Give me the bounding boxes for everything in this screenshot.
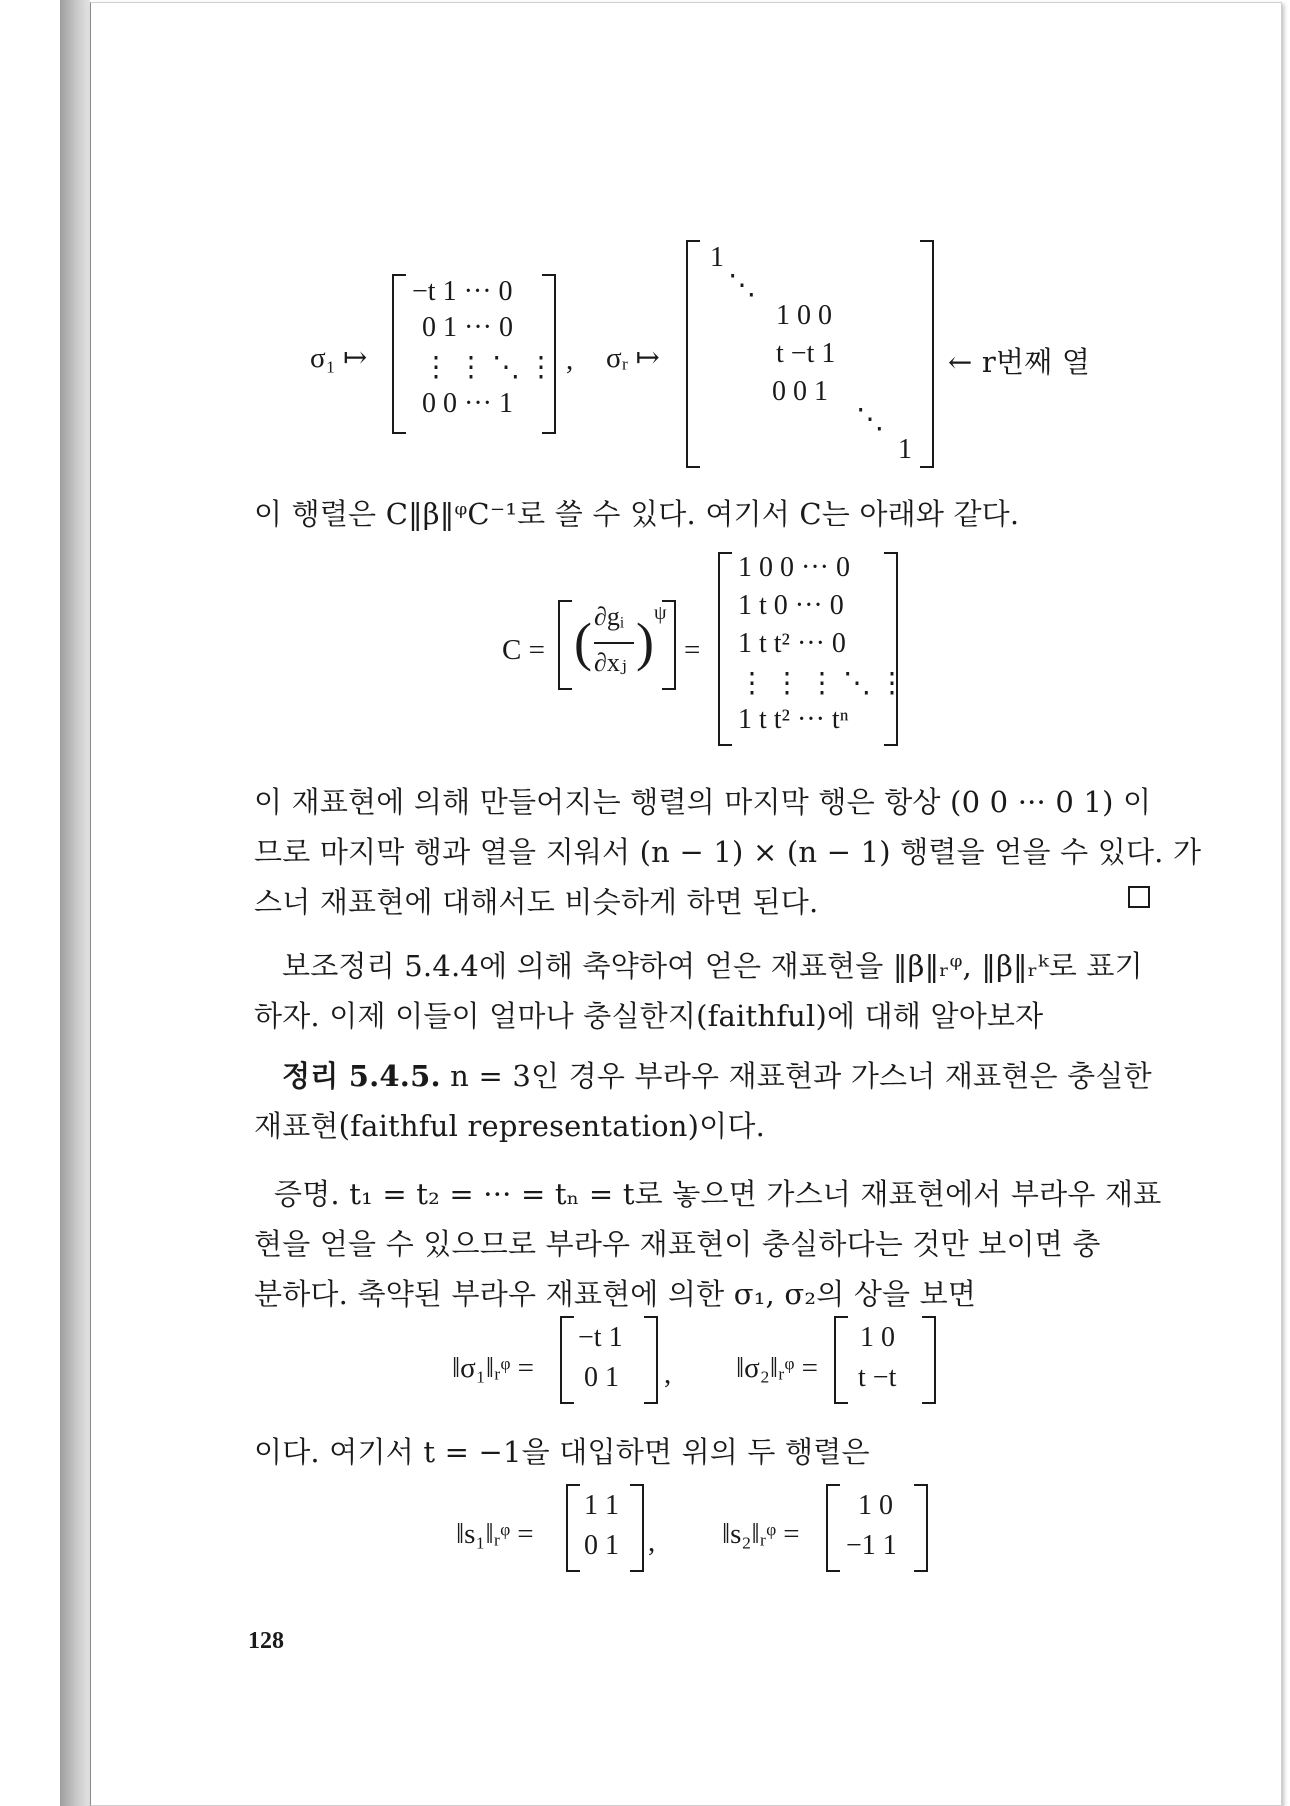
eq3-lhs2: ‖σ₂‖ᵣᵠ =: [736, 1352, 818, 1384]
page-number: 128: [248, 1628, 284, 1654]
eq2-lhs: C =: [502, 634, 545, 666]
matrix-row: −t 1: [578, 1322, 623, 1353]
eq4-lhs1: ‖s₁‖ᵣᵠ =: [456, 1518, 534, 1550]
eq2-matrix: [718, 552, 906, 746]
matrix-row: 1 t t² ··· 0: [738, 628, 846, 659]
text-line: 이 행렬은 C‖β‖ᵠC⁻¹로 쓸 수 있다. 여기서 C는 아래와 같다.: [254, 497, 1020, 531]
frac-denominator: ∂xⱼ: [594, 648, 627, 677]
matrix-entry: t −t 1: [776, 338, 836, 369]
eq1-comma: ,: [566, 344, 574, 376]
matrix-row: 0 1: [584, 1530, 619, 1561]
theorem-line: [282, 1054, 1152, 1095]
sigma1-matrix: [392, 274, 556, 434]
frac-numerator: ∂gᵢ: [594, 602, 625, 631]
text-line: 보조정리 5.4.4에 의해 축약하여 얻은 재표현을 ‖β‖ᵣᵠ, ‖β‖ᵣᵏ로 표기: [282, 949, 1143, 983]
matrix-row: t −t: [858, 1362, 897, 1393]
matrix-row: ⋮ ⋮ ⋮ ⋱ ⋮: [738, 668, 906, 699]
text-line: 하자. 이제 이들이 얼마나 충실한지(faithful)에 대해 알아보자: [254, 999, 1044, 1033]
superscript-psi: ψ: [654, 602, 667, 624]
matrix-row: 1 0 0 ··· 0: [738, 552, 850, 583]
eq2-bracket: ( ∂gᵢ ∂xⱼ ) ψ: [558, 600, 676, 690]
matrix-row: −1 1: [846, 1530, 897, 1561]
matrix-row: 0 1 ··· 0: [422, 312, 513, 343]
matrix-row: −t 1 ··· 0: [412, 276, 513, 307]
matrix-row: 1 1: [584, 1490, 619, 1521]
matrix-row: 1 0: [858, 1490, 893, 1521]
text-line: 이 재표현에 의해 만들어지는 행렬의 마지막 행은 항상 (0 0 ··· 0 1) 이: [254, 785, 1152, 819]
eq3-comma: ,: [664, 1358, 672, 1390]
sigmar-lhs: σᵣ ↦: [606, 342, 660, 374]
text-line: 이다. 여기서 t = −1을 대입하면 위의 두 행렬은: [254, 1435, 870, 1469]
text-line: 므로 마지막 행과 열을 지워서 (n − 1) × (n − 1) 행렬을 얻을 수 있다. 가: [254, 835, 1202, 869]
eq4-matrix1: [566, 1484, 644, 1572]
matrix-entry: 1 0 0: [776, 300, 832, 331]
eq3-lhs1: ‖σ₁‖ᵣᵠ =: [452, 1352, 534, 1384]
eq4-matrix2: [826, 1484, 928, 1572]
theorem-label: 정리 5.4.5.: [282, 1059, 441, 1093]
eq2-equals: =: [684, 634, 701, 666]
theorem-text: n = 3인 경우 부라우 재표현과 가스너 재표현은 충실한: [440, 1059, 1152, 1093]
matrix-entry: 1: [710, 242, 724, 273]
text-line: 현을 얻을 수 있으므로 부라우 재표현이 충실하다는 것만 보이면 충: [254, 1227, 1101, 1261]
matrix-row: 1 0: [860, 1322, 895, 1353]
matrix-row: 0 1: [584, 1362, 619, 1393]
matrix-row: 0 0 ··· 1: [422, 388, 513, 419]
eq3-matrix2: [834, 1316, 936, 1404]
sigmar-matrix: [686, 240, 934, 468]
text-line: 분하다. 축약된 부라우 재표현에 의한 σ₁, σ₂의 상을 보면: [254, 1277, 977, 1311]
matrix-row: ⋮ ⋮ ⋱ ⋮: [422, 352, 555, 383]
sigma1-lhs: σ₁ ↦: [310, 342, 368, 374]
matrix-entry: ⋱: [856, 404, 884, 435]
eq3-matrix1: [560, 1316, 658, 1404]
eq4-comma: ,: [648, 1526, 656, 1558]
proof-line: 증명. t₁ = t₂ = ··· = tₙ = t로 놓으면 가스너 재표현에서 부라우 재표: [274, 1177, 1162, 1211]
matrix-entry: 1: [898, 434, 912, 465]
book-spine: [60, 0, 90, 1806]
column-annotation: ← r번째 열: [948, 345, 1091, 379]
eq4-lhs2: ‖s₂‖ᵣᵠ =: [722, 1518, 800, 1550]
matrix-row: 1 t t² ··· tⁿ: [738, 704, 849, 735]
text-line: 스너 재표현에 대해서도 비슷하게 하면 된다.: [254, 885, 819, 919]
matrix-entry: ⋱: [728, 270, 756, 301]
matrix-entry: 0 0 1: [772, 376, 828, 407]
frac-bar: [594, 642, 634, 644]
qed-icon: [1128, 886, 1150, 908]
matrix-row: 1 t 0 ··· 0: [738, 590, 844, 621]
text-line: 재표현(faithful representation)이다.: [254, 1109, 765, 1143]
